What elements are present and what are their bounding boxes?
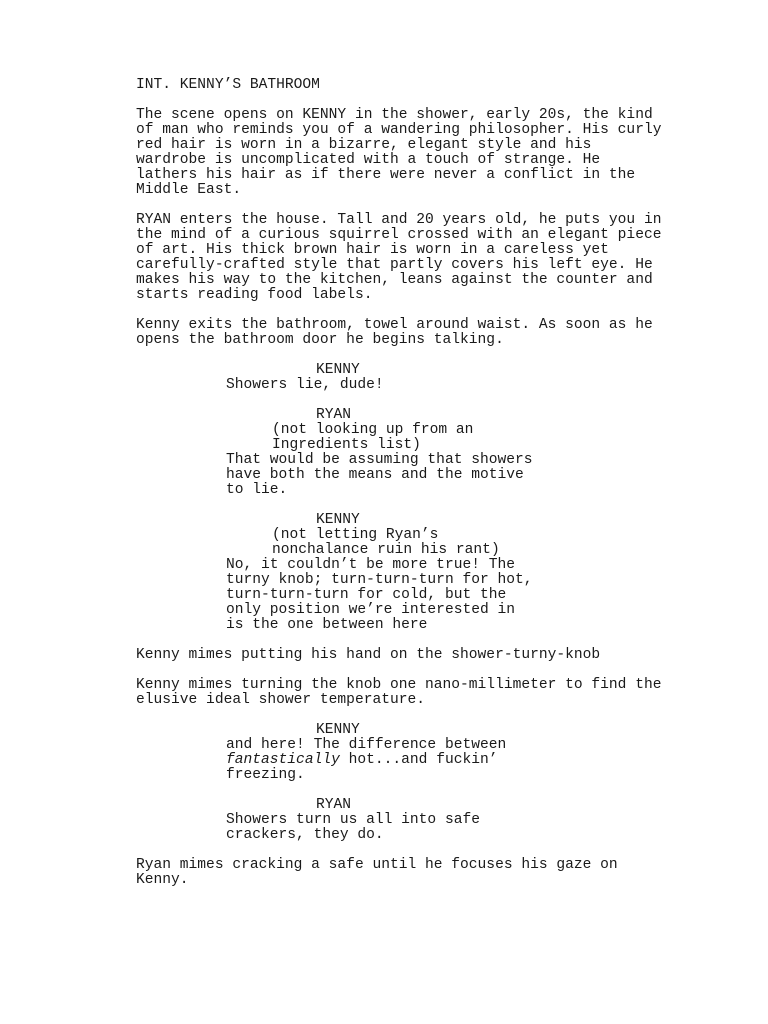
dialogue-line: That would be assuming that showers (226, 452, 533, 468)
dialogue-line: and here! The difference between (226, 737, 507, 753)
parenthetical-line: nonchalance ruin his rant) (272, 542, 500, 558)
action-line: Kenny mimes turning the knob one nano-millimeter to find the (136, 677, 662, 693)
action-line: wardrobe is uncomplicated with a touch of strange. He (136, 152, 601, 168)
parenthetical-line: (not looking up from an (272, 422, 474, 438)
action-line: Ryan mimes cracking a safe until he focuses his gaze on (136, 857, 618, 873)
character-name: RYAN (316, 797, 352, 813)
character-name: KENNY (316, 722, 360, 738)
action-line: lathers his hair as if there were never a conflict in the (136, 167, 636, 183)
emphasized-word: fantastically (226, 752, 340, 768)
action-line: The scene opens on KENNY in the shower, early 20s, the kind (136, 107, 653, 123)
action-line: Kenny exits the bathroom, towel around waist. As soon as he (136, 317, 653, 333)
action-line: Middle East. (136, 182, 242, 198)
dialogue-line: is the one between here (226, 617, 428, 633)
dialogue-line: freezing. (226, 767, 305, 783)
scene-heading: INT. KENNY’S BATHROOM (136, 77, 320, 93)
action-line: carefully-crafted style that partly covers his left eye. He (136, 257, 653, 273)
dialogue-line: Showers lie, dude! (226, 377, 384, 393)
action-line: the mind of a curious squirrel crossed with an elegant piece (136, 227, 662, 243)
action-line: of art. His thick brown hair is worn in a careless yet (136, 242, 609, 258)
dialogue-line: Showers turn us all into safe (226, 812, 480, 828)
action-line: Kenny. (136, 872, 189, 888)
action-line: elusive ideal shower temperature. (136, 692, 426, 708)
dialogue-text: hot...and fuckin’ (339, 752, 498, 768)
dialogue-line: crackers, they do. (226, 827, 384, 843)
parenthetical-line: (not letting Ryan’s (272, 527, 439, 543)
parenthetical-line: Ingredients list) (272, 437, 421, 453)
dialogue-line (226, 753, 498, 768)
dialogue-line: turn-turn-turn for cold, but the (226, 587, 507, 603)
action-line: of man who reminds you of a wandering philosopher. His curly (136, 122, 662, 138)
character-name: KENNY (316, 512, 360, 528)
character-name: KENNY (316, 362, 360, 378)
dialogue-line: only position we’re interested in (226, 602, 516, 618)
dialogue-line: have both the means and the motive (226, 467, 524, 483)
action-line: RYAN enters the house. Tall and 20 years old, he puts you in (136, 212, 662, 228)
action-line: red hair is worn in a bizarre, elegant style and his (136, 137, 592, 153)
action-line: Kenny mimes putting his hand on the shower-turny-knob (136, 647, 601, 663)
action-line: makes his way to the kitchen, leans against the counter and (136, 272, 653, 288)
character-name: RYAN (316, 407, 352, 423)
dialogue-line: No, it couldn’t be more true! The (226, 557, 516, 573)
action-line: opens the bathroom door he begins talking. (136, 332, 504, 348)
dialogue-line: turny knob; turn-turn-turn for hot, (226, 572, 533, 588)
action-line: starts reading food labels. (136, 287, 373, 303)
dialogue-line: to lie. (226, 482, 288, 498)
